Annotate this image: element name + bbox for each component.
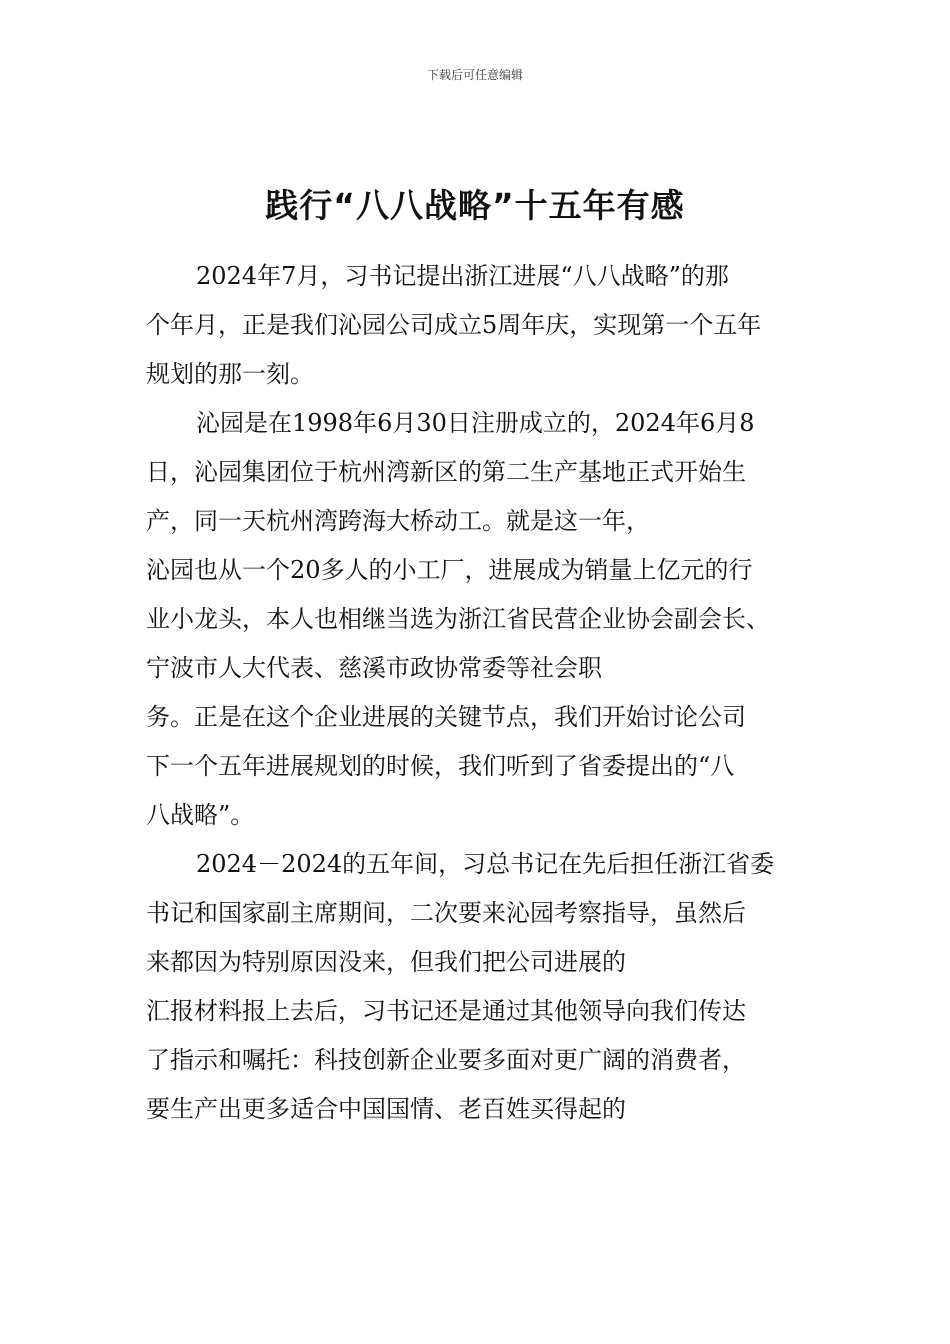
paragraph-1-line-3: 规划的那一刻。 [146, 360, 314, 388]
paragraph-3-line-6: 要生产出更多适合中国国情、老百姓买得起的 [146, 1095, 626, 1123]
paragraph-2-line-8: 下一个五年进展规划的时候，我们听到了省委提出的“八 [146, 752, 735, 780]
document-title: 践行“八八战略”十五年有感 [265, 186, 685, 225]
paragraph-3-line-5: 了指示和嘱托：科技创新企业要多面对更广阔的消费者， [146, 1046, 746, 1074]
header-note: 下载后可任意编辑 [426, 68, 523, 82]
paragraph-2-line-6: 宁波市人大代表、慈溪市政协常委等社会职 [146, 654, 602, 682]
paragraph-3-line-3: 来都因为特别原因没来，但我们把公司进展的 [146, 948, 626, 976]
paragraph-3-line-4: 汇报材料报上去后，习书记还是通过其他领导向我们传达 [146, 997, 746, 1025]
paragraph-3-line-2: 书记和国家副主席期间，二次要来沁园考察指导，虽然后 [146, 899, 746, 927]
paragraph-2-line-3: 产，同一天杭州湾跨海大桥动工。就是这一年， [146, 507, 650, 535]
paragraph-2-line-5: 业小龙头，本人也相继当选为浙江省民营企业协会副会长、 [146, 605, 770, 633]
paragraph-1-line-1: 2024年7月，习书记提出浙江进展“八八战略”的那 [196, 262, 729, 290]
paragraph-2-line-2: 日，沁园集团位于杭州湾新区的第二生产基地正式开始生 [146, 458, 746, 486]
document-body [146, 252, 806, 1134]
paragraph-1-line-2: 个年月，正是我们沁园公司成立5周年庆，实现第一个五年 [146, 311, 762, 339]
paragraph-2-line-1: 沁园是在1998年6月30日注册成立的，2024年6月8 [196, 409, 755, 437]
paragraph-2-line-9: 八战略”。 [146, 801, 255, 829]
paragraph-3-line-1: 2024－2024的五年间，习总书记在先后担任浙江省委 [196, 850, 775, 878]
paragraph-2-line-4: 沁园也从一个20多人的小工厂，进展成为销量上亿元的行 [146, 556, 753, 584]
paragraph-2-line-7: 务。正是在这个企业进展的关键节点，我们开始讨论公司 [146, 703, 746, 731]
